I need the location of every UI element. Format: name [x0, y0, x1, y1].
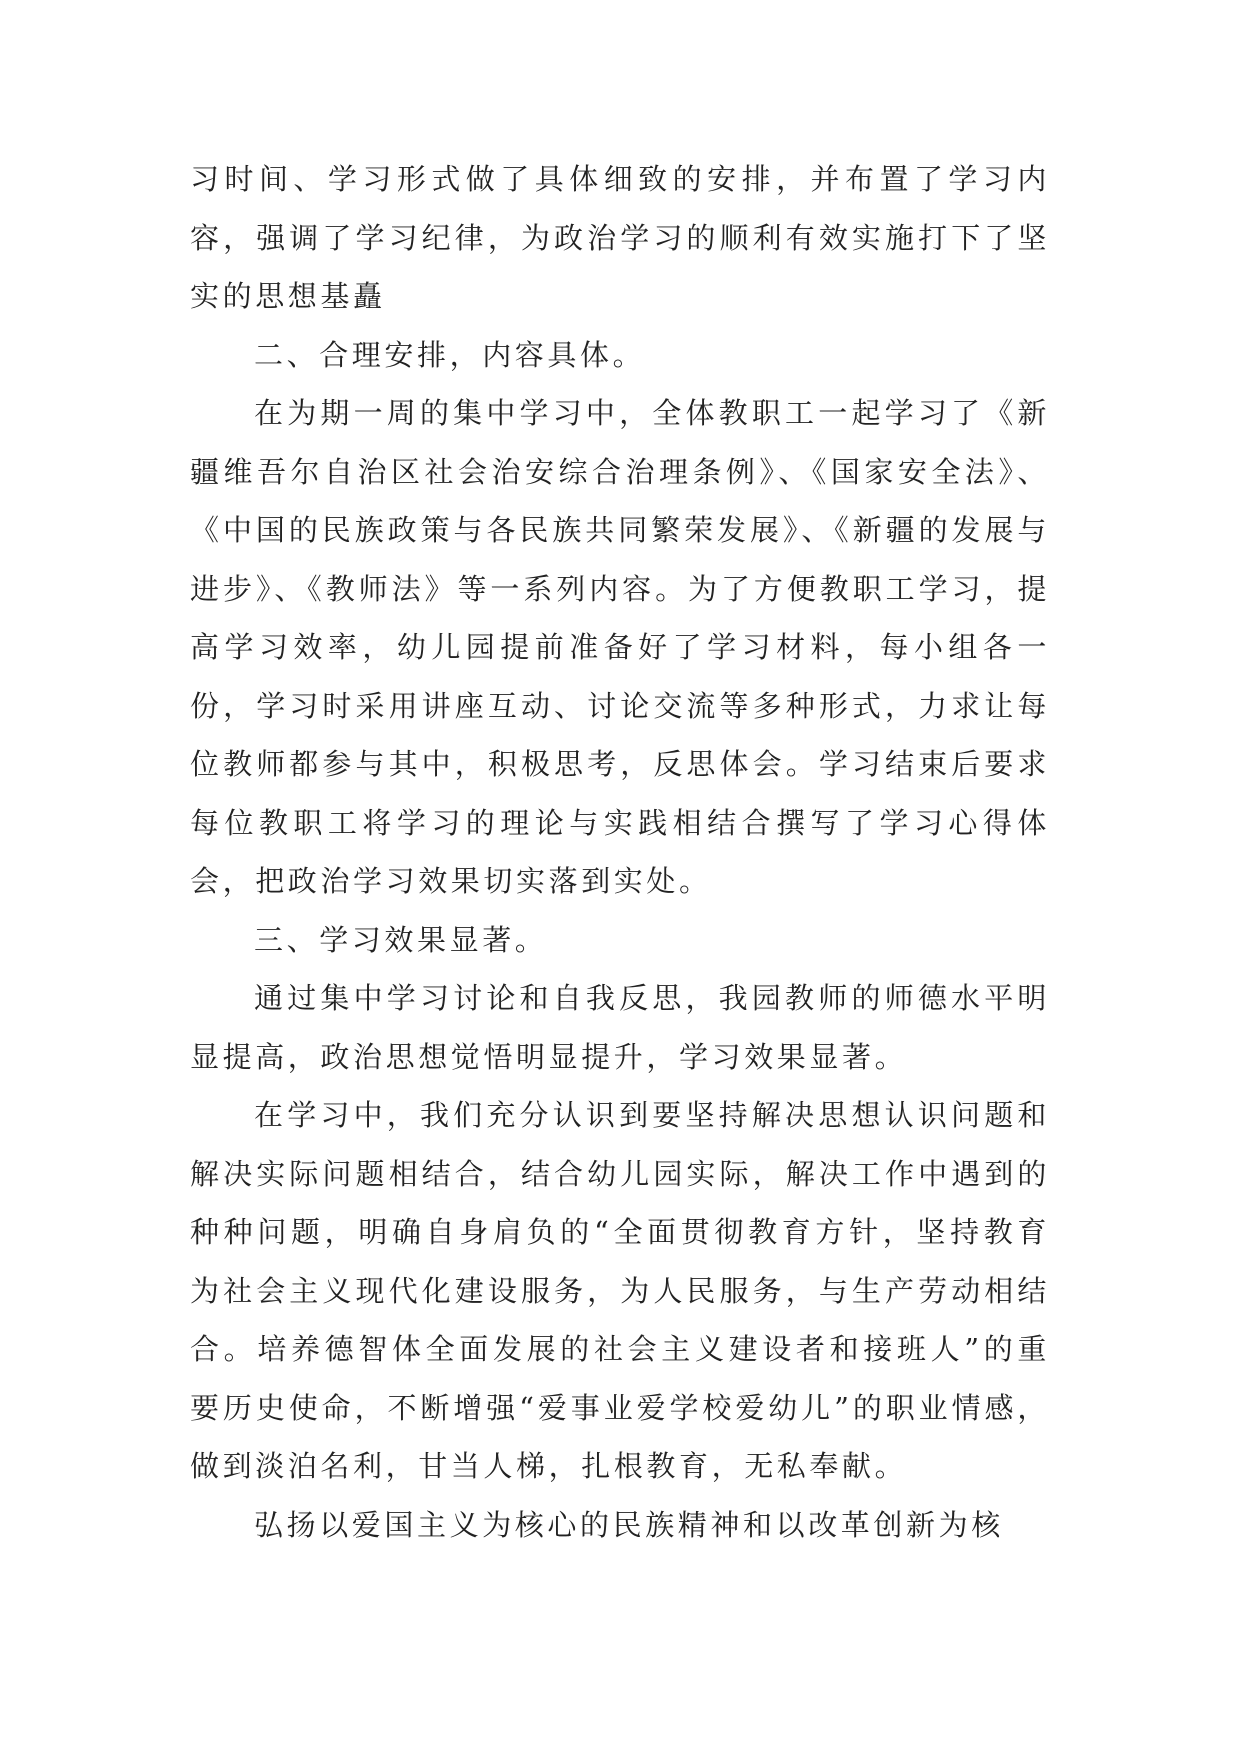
- paragraph-spirit: 弘扬以爱国主义为核心的民族精神和以改革创新为核: [254, 1507, 1004, 1542]
- paragraph-study-content: 在为期一周的集中学习中，全体教职工一起学习了《新疆维吾尔自治区社会治安综合治理条例》、《国家安全法》、《中国的民族政策与各民族共同繁荣发展》、《新疆的发展与进步》、《教师法》等一系列内容。为了方便教职工学习，提高学习效率，幼儿园提前准备好了学习材料，每小组各一份，学习时采用讲座互动、讨论交流等多种形式，力求让每位教师都参与其中，积极思考，反思体会。学习结束后要求每位教职工将学习的理论与实践相结合撰写了学习心得体会，把政治学习效果切实落到实处。: [190, 396, 1050, 898]
- paragraph-continuation: 习时间、学习形式做了具体细致的安排，并布置了学习内容，强调了学习纪律，为政治学习的顺利有效实施打下了坚实的思想基矗: [190, 162, 1050, 313]
- paragraph-mission: 在学习中，我们充分认识到要坚持解决思想认识问题和解决实际问题相结合，结合幼儿园实际，解决工作中遇到的种种问题，明确自身肩负的“全面贯彻教育方针，坚持教育为社会主义现代化建设服务，为人民服务，与生产劳动相结合。培养德智体全面发展的社会主义建设者和接班人”的重要历史使命，不断增强“爱事业爱学校爱幼儿”的职业情感，做到淡泊名利，甘当人梯，扎根教育，无私奉献。: [190, 1098, 1050, 1483]
- paragraph-effect-summary: 通过集中学习讨论和自我反思，我园教师的师德水平明显提高，政治思想觉悟明显提升，学习效果显著。: [190, 981, 1050, 1074]
- document-body: [190, 150, 1050, 1554]
- section-heading-3: 三、学习效果显著。: [254, 922, 548, 957]
- section-heading-2: 二、合理安排，内容具体。: [254, 337, 646, 372]
